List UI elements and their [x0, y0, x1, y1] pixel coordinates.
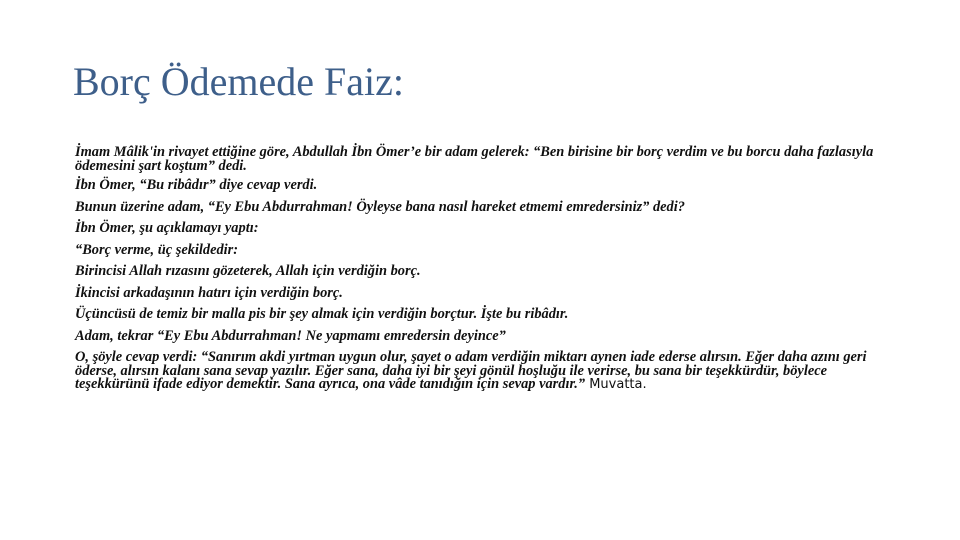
slide-title: Borç Ödemede Faiz:	[73, 59, 404, 104]
paragraph-10-text: O, şöyle cevap verdi: “Sanırım akdi yırtman uygun olur, şayet o adam verdiğin miktarı aynen iade ederse alırsın. Eğer daha azını geri öderse, alırsın kalanı sana sevap yazılır. Eğer sana, daha iyi bir şeyi gönül hoşluğu ile verirse, bu sana bir teşekkürdür, böylece teşekkürünü ifade ediyor demektir. Sana ayrıca, ona vâde tanıdığın için sevap vardır.”	[75, 349, 867, 392]
paragraph-7: İkincisi arkadaşının hatırı için verdiğin borç.	[75, 284, 343, 301]
paragraph-6: Birincisi Allah rızasını gözeterek, Allah için verdiğin borç.	[75, 263, 421, 279]
paragraph-3: Bunun üzerine adam, “Ey Ebu Abdurrahman! Öyleyse bana nasıl hareket etmemi emredersiniz” dedi?	[75, 198, 685, 215]
paragraph-1: İmam Mâlik'in rivayet ettiğine göre, Abdullah İbn Ömer’e bir adam gelerek: “Ben birisine bir borç verdim ve bu borcu daha fazlasıyla ödemesini şart koştum” dedi.	[75, 144, 874, 174]
paragraph-4: İbn Ömer, şu açıklamayı yaptı:	[75, 220, 259, 236]
paragraph-10	[75, 351, 895, 392]
paragraph-9: Adam, tekrar “Ey Ebu Abdurrahman! Ne yapmamı emredersin deyince”	[75, 327, 506, 344]
slide-body	[75, 146, 895, 400]
paragraph-8: Üçüncüsü de temiz bir malla pis bir şey almak için verdiğin borçtur. İşte bu ribâdır.	[75, 306, 569, 322]
paragraph-2: İbn Ömer, “Bu ribâdır” diye cevap verdi.	[75, 177, 318, 193]
source-citation: Muvatta.	[585, 377, 647, 392]
paragraph-5: “Borç verme, üç şekildedir:	[75, 241, 239, 258]
